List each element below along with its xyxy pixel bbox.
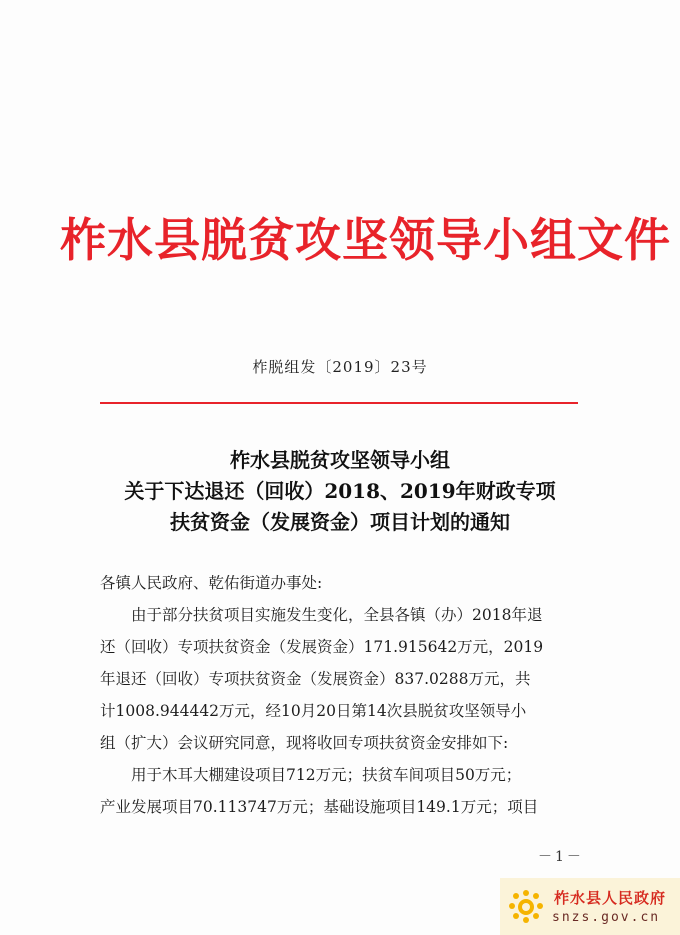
notice-body (100, 567, 590, 823)
document-header: 柞水县脱贫攻坚领导小组文件 (60, 213, 671, 267)
title-line: 扶贫资金（发展资金）项目计划的通知 (170, 510, 510, 534)
notice-title (0, 445, 680, 538)
watermark-site-url[interactable]: snzs.gov.cn (552, 910, 661, 925)
body-line: 年退还（回收）专项扶贫资金（发展资金）837.0288万元，共 (100, 670, 531, 688)
title-line: 柞水县脱贫攻坚领导小组 (230, 448, 450, 472)
body-line: 用于木耳大棚建设项目712万元；扶贫车间项目50万元； (131, 766, 522, 784)
body-line: 还（回收）专项扶贫资金（发展资金）171.915642万元，2019 (100, 638, 544, 656)
site-watermark[interactable] (500, 878, 680, 935)
page-number: －1－ (538, 849, 584, 865)
body-line: 由于部分扶贫项目实施发生变化，全县各镇（办）2018年退 (131, 606, 543, 624)
body-line: 计1008.944442万元，经10月20日第14次县脱贫攻坚领导小 (100, 702, 527, 720)
body-line: 产业发展项目70.113747万元；基础设施项目149.1万元；项目 (100, 798, 539, 816)
watermark-site-name: 柞水县人民政府 (554, 889, 667, 907)
sun-logo-icon (506, 886, 546, 926)
title-line: 关于下达退还（回收）2018、2019年财政专项 (124, 479, 556, 503)
addressee: 各镇人民政府、乾佑街道办事处: (100, 574, 323, 592)
document-number: 柞脱组发〔2019〕23号 (252, 358, 428, 376)
body-line: 组（扩大）会议研究同意，现将收回专项扶贫资金安排如下: (100, 734, 509, 752)
red-divider (100, 402, 578, 404)
